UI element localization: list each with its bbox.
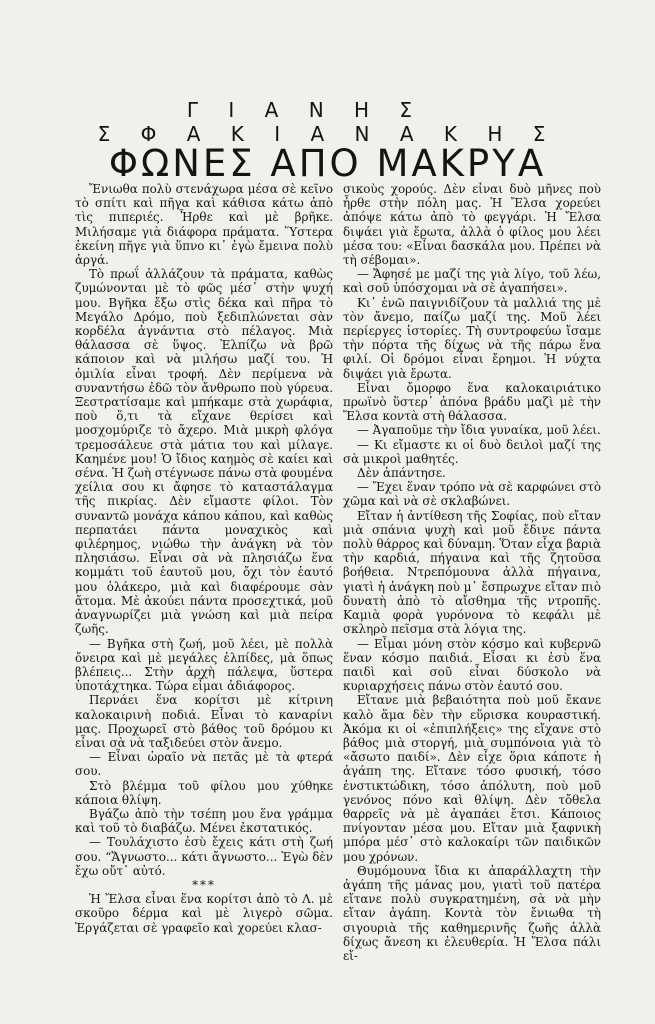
paragraph: σικοὺς χορούς. Δὲν εἶναι δυὸ μῆνες ποὺ ἦρθε στὴν πόλη μας. Ἡ Ἔλσα χορεύει ἀπόψε κάτω ἀπὸ τὸ φεγγάρι. Ἡ Ἔλσα διψάει γιὰ ἔρωτα, ἀλλὰ ὁ φίλος μου λέει μέσα του: «Εἶναι δασκάλα μου. Πρέπει νὰ τὴ σέβομαι». — [343, 182, 601, 268]
paragraph: Δὲν ἀπάντησε. — [357, 466, 446, 481]
paragraph: — Κι εἴμαστε κι οἱ δυὸ δειλοὶ μαζί της σὰ μικροὶ μαθητές. — [343, 437, 601, 466]
author-last-name: Σ Φ Α Κ Ι Α Ν Α Κ Η Σ — [97, 122, 558, 146]
paragraph: Ἡ Ἔλσα εἶναι ἕνα κορίτσι ἀπὸ τὸ Λ. μὲ σκοῦρο δέρμα καὶ μὲ λιγερὸ σῶμα. Ἐργάζεται σὲ γραφεῖο καὶ χορεύει κλασ- — [75, 892, 333, 935]
section-divider: *** — [192, 877, 216, 892]
paragraph: Εἴταν ἡ ἀντίθεση τῆς Σοφίας, ποὺ εἴταν μιὰ σπάνια ψυχὴ καὶ μοῦ ἔδινε πάντα πολὺ θάρρος καὶ δύναμη. Ὅταν εἶχα βαριὰ τὴν καρδιά, πήγαινα καὶ τῆς ζητοῦσα βοήθεια. Ντρεπόμουνα ἀλλὰ πήγαινα, γιατὶ ἡ ἀνάγκη ποὺ μ᾿ ἔσπρωχνε εἴταν πιὸ δυνατὴ ἀπὸ τὸ αἴσθημα τῆς ντροπῆς. Καμιὰ φορὰ γυρόνονα τὸ κεφάλι μὲ σκληρὸ πεῖσμα στὰ λόγια της. — [343, 508, 601, 637]
paragraph: Θυμόμουνα ἴδια κι ἀπαράλλαχτη τὴν ἀγάπη τῆς μάνας μου, γιατὶ τοῦ πατέρα εἴτανε πολὺ συγκρατημένη, σὰ νὰ μὴν εἴταν ἀγάπη. Κοντὰ τὸν ἔνιωθα τὴ σιγουριὰ τῆς καθημερινῆς ζωῆς ἀλλὰ δίχως ἄνεση κι ἐλευθερία. Ἡ Ἔλσα πάλι εἴ- — [343, 863, 601, 963]
paragraph: Κι᾿ ἐνῶ παιγνιδίζουν τὰ μαλλιά της μὲ τὸν ἄνεμο, παίζω μαζί της. Μοῦ λέει περίεργες ἱστορίες. Τὴ συντροφεύω ἴσαμε τὴν πόρτα τῆς δίχως νὰ τῆς πάρω ἕνα φιλί. Οἱ δρόμοι εἶναι ἔρημοι. Ἡ νύχτα διψάει γιὰ ἔρωτα. — [343, 295, 601, 381]
author-first-name: Γ Ι Α Ν Η Σ — [186, 98, 425, 122]
author-name — [0, 98, 655, 146]
paragraph: — Εἶναι ὡραῖο νὰ πετᾶς μὲ τὰ φτερά σου. — [75, 750, 333, 779]
right-text-column — [343, 182, 601, 1014]
paragraph: — Ἄφησέ με μαζί της γιὰ λίγο, τοῦ λέω, καὶ σοῦ ὑπόσχομαι νὰ σὲ ἀγαπήσει». — [343, 267, 601, 296]
left-text-column — [75, 182, 333, 1014]
article-title: ΦΩΝΕΣ ΑΠΟ ΜΑΚΡΥΑ — [108, 142, 547, 185]
paragraph: Περνάει ἕνα κορίτσι μὲ κίτρινη καλοκαιρινὴ ποδιά. Εἶναι τὸ καναρίνι μας. Προχωρεῖ στὸ βάθος τοῦ δρόμου κι εἶναι σὰ νὰ ταξιδεύει στὸν ἄνεμο. — [75, 693, 333, 750]
paragraph: — Ἔχει ἕναν τρόπο νὰ σὲ καρφώνει στὸ χῶμα καὶ νὰ σὲ σκλαβώνει. — [343, 480, 601, 509]
paragraph: Εἴτανε μιὰ βεβαιότητα ποὺ μοῦ ἔκανε καλὸ ἅμα δὲν τὴν εὕρισκα κουραστική. Ἀκόμα κι οἱ «ἐπιπλήξεις» της εἴχανε στὸ βάθος μιὰ στοργή, μιὰ συμπόνοια γιὰ τὸ «ἄσωτο παιδί». Δὲν εἶχε ὅρια κάποτε ἡ ἀγάπη της. Εἴτανε τόσο φυσική, τόσο ἐνστικτώδικη, τόσο ἀπόλυτη, ποὺ μοῦ γενόνος πόνο καὶ θλίψη. Δὲν τὄθελα θαρρεῖς νὰ μὲ ἀγαπάει ἔτσι. Κάποιος πνίγονταν μέσα μου. Εἴταν μιὰ ξαφνικὴ μπόρα μέσ᾿ στὸ καλοκαίρι τῶν παιδικῶν μου χρόνων. — [343, 693, 601, 864]
paragraph: Βγάζω ἀπὸ τὴν τσέπη μου ἕνα γράμμα καὶ τοῦ τὸ διαβάζω. Μένει ἐκστατικός. — [75, 806, 333, 836]
paragraph: — Τουλάχιστο ἐσὺ ἔχεις κάτι στὴ ζωή σου. “Ἄγνωστο... κάτι ἄγνωστο... Ἐγὼ δὲν ἔχω οὔτ᾿ αὐτό. — [75, 835, 333, 878]
paragraph: — Ἀγαποῦμε τὴν ἴδια γυναίκα, μοῦ λέει. — [357, 423, 601, 438]
paragraph: Στὸ βλέμμα τοῦ φίλου μου χύθηκε κάποια θλίψη. — [75, 778, 333, 807]
paragraph: — Εἶμαι μόνη στὸν κόσμο καὶ κυβερνῶ ἕναν κόσμο παιδιά. Εἶσαι κι ἐσὺ ἕνα παιδὶ καὶ σοῦ εἶναι δύσκολο νὰ κυριαρχήσεις πάνω στὸν ἑαυτό σου. — [343, 636, 601, 694]
paragraph: Τὸ πρωΐ ἀλλάζουν τὰ πράματα, καθὼς ζυμώνονται μὲ τὸ φῶς μέσ᾿ στὴν ψυχή μου. Βγῆκα ἔξω στὶς δέκα καὶ πῆρα τὸ Μεγάλο Δρόμο, ποὺ ξεδιπλώνεται σὰν κορδέλα ἀγνάντια στὸ πέλαγος. Μιὰ θάλασσα σὲ ὕψος. Ἐλπίζω νὰ βρῶ κάποιον καὶ νὰ μιλήσω μαζί του. Ἡ ὁμιλία εἶναι τροφή. Δὲν περίμενα νὰ συναντήσω ἐδῶ τὸν ἄνθρωπο ποὺ γύρευα. Ξεστρατίσαμε καὶ μπήκαμε στὰ χωράφια, ποὺ ὅ,τι τὰ εἴχανε θερίσει καὶ μοσχομύριζε τὸ ἄχερο. Μιὰ μικρὴ φλόγα τρεμοσάλευε στὰ μάτια του καὶ μίλαγε. Καημένε μου! Ὁ ἴδιος καημὸς σὲ καίει καὶ σένα. Ἡ ζωὴ στέγνωσε πάνω στὰ φουμένα χείλια σου κι ἄφησε τὸ καταστάλαγμα τῆς πικρίας. Δὲν εἴμαστε φίλοι. Τὸν συναντῶ μονάχα κάπου κάπου, καὶ καθὼς περπατάει πάντα μοναχικὸς καὶ φιλέρημος, νιώθω τὴν ἀνάγκη νὰ τὸν πλησιάσω. Εἶναι σὰ νὰ πλησιάζω ἕνα κομμάτι τοῦ ἑαυτοῦ μου, ὄχι τὸν ἑαυτό μου ὁλάκερο, μιὰ καὶ διαφέρουμε σὰν ἄτομα. Μὲ ἀκούει πάντα προσεχτικά, μοῦ ἀναγνωρίζει μιὰ γνώση καὶ μιὰ πείρα ζωῆς. — [75, 267, 333, 637]
paragraph: Εἶναι ὄμορφο ἕνα καλοκαιριάτικο πρωϊνὸ ὕστερ᾿ ἀπόνα βράδυ μαζὶ μὲ τὴν Ἔλσα κοντὰ στὴ θάλασσα. — [343, 380, 601, 424]
paragraph: Ἔνιωθα πολὺ στενάχωρα μέσα σὲ κεῖνο τὸ σπίτι καὶ πῆγα καὶ κάθισα κάτω ἀπὸ τὶς πιπεριές. Ἦρθε καὶ μὲ βρῆκε. Μιλήσαμε γιὰ διάφορα πράματα. Ὕστερα ἐκείνη πῆγε γιὰ ὕπνο κι᾿ ἐγὼ ἔμεινα πολὺ ἀργά. — [75, 182, 333, 268]
paragraph: — Βγῆκα στὴ ζωή, μοῦ λέει, μὲ πολλὰ ὄνειρα καὶ μὲ μεγάλες ἐλπίδες, μὰ ὅπως βλέπεις... Στὴν ἀρχὴ πάλεψα, ὕστερα ὑποτάχτηκα. Τώρα εἶμαι ἀδιάφορος. — [75, 636, 333, 694]
